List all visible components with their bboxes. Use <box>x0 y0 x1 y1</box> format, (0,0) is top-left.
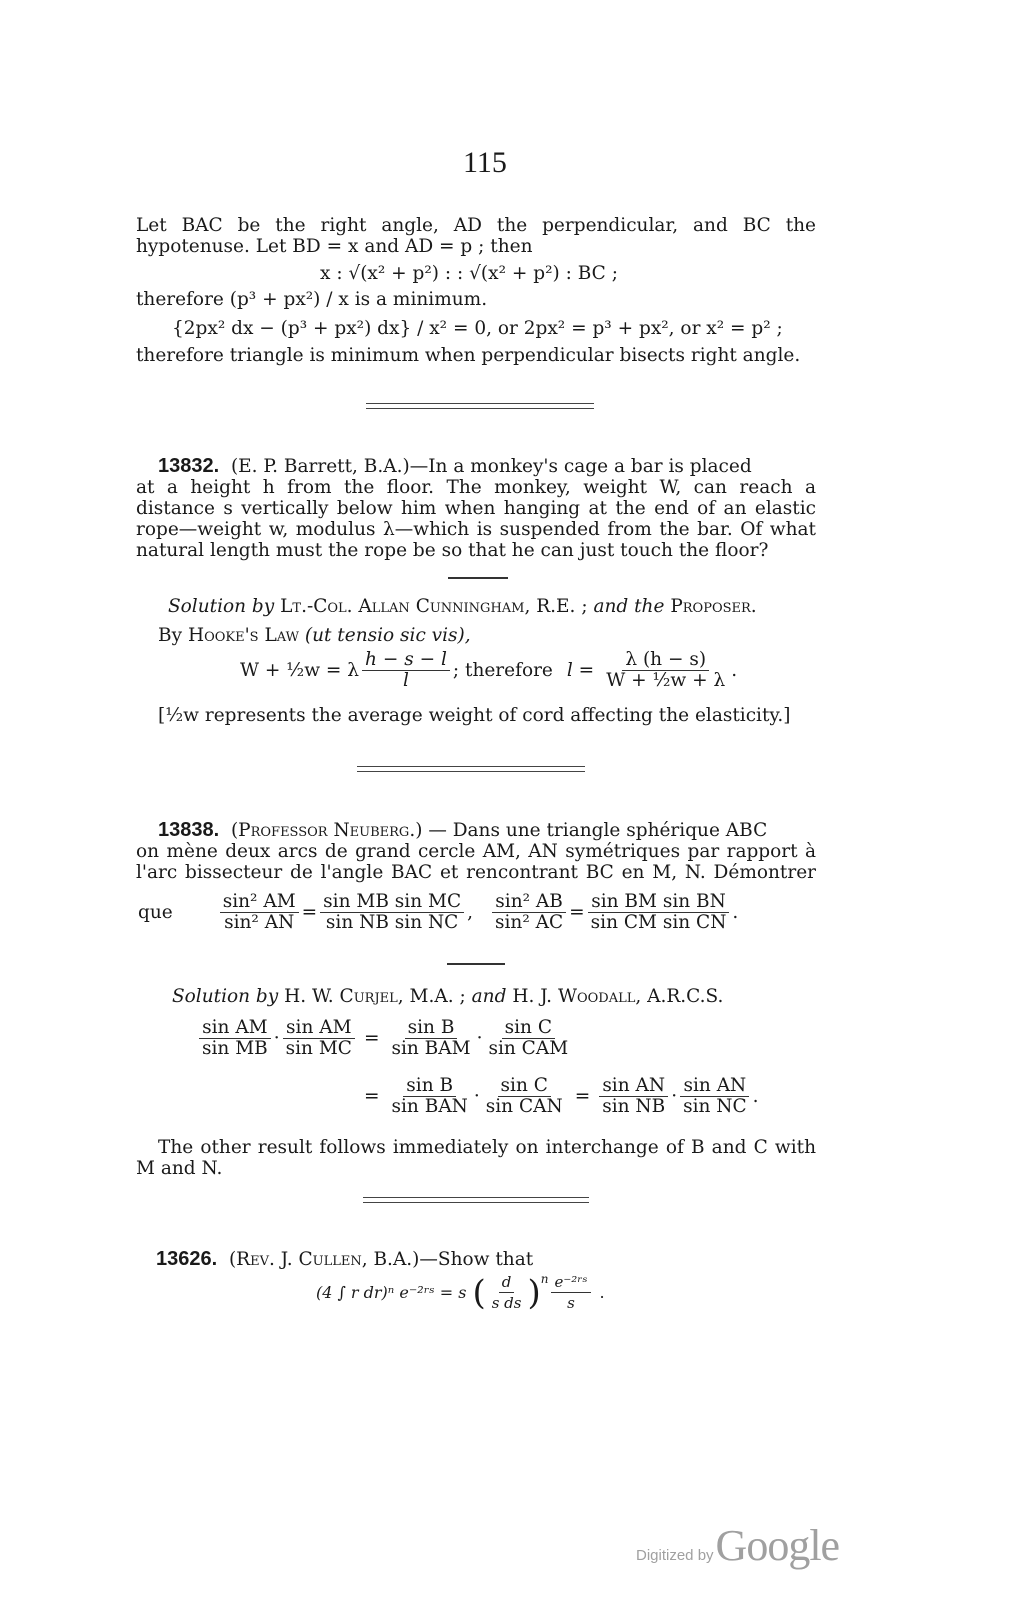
para-line: —Show that <box>419 1249 534 1270</box>
dot: · <box>473 1086 480 1107</box>
denominator: sin BAM <box>391 1038 471 1059</box>
google-logo: Google <box>715 1521 840 1570</box>
fraction <box>320 892 464 933</box>
para-line: hypotenuse. Let BD = x and AD = p ; then <box>136 236 533 257</box>
question-header <box>156 1249 533 1270</box>
numerator: h − s − l <box>362 650 450 671</box>
solution-credit <box>168 596 757 617</box>
para-line <box>158 625 471 646</box>
equation: x : √(x² + p²) : : √(x² + p²) : BC ; <box>320 263 618 284</box>
solution-prefix: Solution by <box>172 986 279 1007</box>
fraction <box>283 1018 355 1059</box>
solver-name: Proposer. <box>670 596 757 617</box>
equals: = <box>574 1086 591 1107</box>
numerator: sin AM <box>283 1018 355 1039</box>
numerator: sin AN <box>680 1076 749 1097</box>
section-divider <box>363 1197 589 1203</box>
equation-cullen: (4 ∫ r dr)ⁿ e⁻²ʳˢ = s ( $\frac{d}{\text{s ds}}$ ) n $\frac{\text{e⁻²ʳˢ}}{s}$ . <box>316 1272 605 1313</box>
numerator: sin B <box>405 1018 458 1039</box>
section-divider <box>357 766 585 772</box>
para-line: therefore (p³ + px²) / x is a minimum. <box>136 289 488 310</box>
equals: = <box>301 902 318 923</box>
eq-lhs: W + ½w = λ <box>240 660 360 681</box>
fraction <box>603 650 728 691</box>
paren: ( <box>472 1272 486 1313</box>
numerator: sin C <box>502 1018 555 1039</box>
dot: · <box>476 1028 483 1049</box>
dot: · <box>273 1028 280 1049</box>
solver-name: Lt.-Col. Allan Cunningham, R.E. ; <box>280 596 588 617</box>
denominator: s ds <box>491 1294 522 1312</box>
para-line: therefore triangle is minimum when perpendicular bisects right angle. <box>136 345 801 366</box>
numerator: sin B <box>403 1076 456 1097</box>
fraction <box>551 1272 590 1313</box>
denominator: s <box>567 1294 575 1312</box>
fraction <box>389 1076 471 1117</box>
denominator: sin² AN <box>224 912 295 933</box>
solver-name: H. W. Curjel, M.A. ; <box>284 986 466 1007</box>
fraction <box>483 1076 566 1117</box>
question-number: 13838. <box>158 819 220 841</box>
denominator: sin CAM <box>488 1038 569 1059</box>
page-number: 115 <box>463 146 507 179</box>
fraction <box>199 1018 271 1059</box>
note: [½w represents the average weight of cord affecting the elasticity.] <box>158 705 791 726</box>
question-author: (E. P. Barrett, B.A.) <box>230 456 410 477</box>
solution-line-1 <box>196 1018 574 1059</box>
fraction <box>362 650 450 691</box>
denominator: sin MB <box>202 1038 268 1059</box>
eq-text: ; therefore <box>452 660 553 681</box>
google-watermark <box>636 1520 839 1571</box>
para-line: The other result follows immediately on interchange of B and C with <box>158 1137 816 1158</box>
para-line: at a height h from the floor. The monkey, weight W, can reach a <box>136 477 816 498</box>
numerator: sin AM <box>199 1018 271 1039</box>
fraction <box>388 1018 473 1059</box>
denominator: sin NC <box>683 1096 747 1117</box>
para-line: M and N. <box>136 1158 223 1179</box>
para-line: —In a monkey's cage a bar is placed <box>409 456 752 477</box>
numerator: e⁻²ʳˢ <box>551 1272 590 1293</box>
numerator: sin² AB <box>492 892 566 913</box>
question-author: (Professor Neuberg.) <box>230 820 423 841</box>
denominator: sin NB <box>602 1096 666 1117</box>
fraction <box>220 892 299 933</box>
equation-neuberg: que $\frac{\text{sin² AM}}{\text{sin² AN}}$ = $\frac{\text{sin MB sin MC}}{\text{sin NB sin NC}}$ , $\frac{\text{sin² AB}}{\text{sin² AC}}$ = $\frac{\text{sin BM sin BN}}{\text{sin CM sin CN}}$ . <box>138 891 739 933</box>
solution-line-2: = $\frac{\text{sin B}}{\text{sin BAN}}$ · $\frac{\text{sin C}}{\text{sin CAN}}$ = $\frac{\text{sin AN}}{\text{sin NB}}$ · $\frac{\text{sin AN}}{\text{sin NC}}$ . <box>364 1075 759 1117</box>
question-header <box>158 456 752 477</box>
numerator: λ (h − s) <box>622 650 709 671</box>
fraction <box>599 1076 668 1117</box>
eq-text: l = <box>566 660 595 681</box>
solution-and: and <box>471 986 507 1007</box>
solver-name: H. J. Woodall, A.R.C.S. <box>512 986 724 1007</box>
denominator: sin MC <box>285 1038 352 1059</box>
equation-hooke: W + ½w = λ $\frac{h - s - l}{l}$ ; therefore l = $\frac{\lambda (h - s)}{\text{W + ½w + λ}}$ . <box>240 649 738 691</box>
denominator: W + ½w + λ <box>606 670 726 691</box>
solution-credit <box>172 986 723 1007</box>
question-number: 13626. <box>156 1248 218 1270</box>
denominator: sin BAN <box>391 1096 468 1117</box>
denominator: sin CM sin CN <box>590 912 727 933</box>
fraction <box>485 1018 571 1059</box>
numerator: sin² AM <box>220 892 299 913</box>
para-line: Let BAC be the right angle, AD the perpendicular, and BC the <box>136 215 816 236</box>
law-name: Hooke's Law <box>187 625 299 646</box>
eq-lhs: (4 ∫ r dr)ⁿ e⁻²ʳˢ = s <box>316 1283 467 1302</box>
fraction <box>489 1272 525 1313</box>
numerator: sin AN <box>599 1076 668 1097</box>
numerator: d <box>499 1272 515 1293</box>
fraction <box>492 892 566 933</box>
para-line: rope—weight w, modulus λ—which is suspended from the bar. Of what <box>136 519 816 540</box>
numerator: sin C <box>498 1076 551 1097</box>
numerator: sin BM sin BN <box>588 892 729 913</box>
question-author: (Rev. J. Cullen, B.A.) <box>228 1249 420 1270</box>
fraction <box>588 892 730 933</box>
fraction <box>680 1076 750 1117</box>
que-label: que <box>138 902 173 923</box>
equation: {2px² dx − (p³ + px²) dx} / x² = 0, or 2px² = p³ + px², or x² = p² ; <box>172 318 783 339</box>
equals: = <box>364 1086 380 1107</box>
para-line: — Dans une triangle sphérique ABC <box>428 820 768 841</box>
short-divider <box>448 577 508 579</box>
solution-and: and the <box>593 596 665 617</box>
denominator: sin NB sin NC <box>325 912 459 933</box>
numerator: sin MB sin MC <box>320 892 464 913</box>
solution-prefix: Solution by <box>168 596 275 617</box>
para-line: natural length must the rope be so that he can just touch the floor? <box>136 540 769 561</box>
section-divider <box>366 403 594 409</box>
para-line: on mène deux arcs de grand cercle AM, AN symétriques par rapport à <box>136 841 816 862</box>
para-line: distance s vertically below him when hanging at the end of an elastic <box>136 498 816 519</box>
para-line: l'arc bissecteur de l'angle BAC et rencontrant BC en M, N. Démontrer <box>136 862 816 883</box>
dot: · <box>671 1086 678 1107</box>
digitized-by-label: Digitized by <box>636 1547 714 1564</box>
denominator: l <box>403 670 409 691</box>
short-divider <box>447 963 505 965</box>
paren: ) <box>527 1272 541 1313</box>
denominator: sin² AC <box>495 912 564 933</box>
question-number: 13832. <box>158 455 220 477</box>
exponent: n <box>540 1272 549 1286</box>
equals: = <box>569 902 585 923</box>
text: By <box>158 625 183 646</box>
equals: = <box>363 1028 380 1049</box>
denominator: sin CAN <box>485 1096 563 1117</box>
latin-phrase: (ut tensio sic vis), <box>304 625 471 646</box>
question-header <box>158 820 767 841</box>
